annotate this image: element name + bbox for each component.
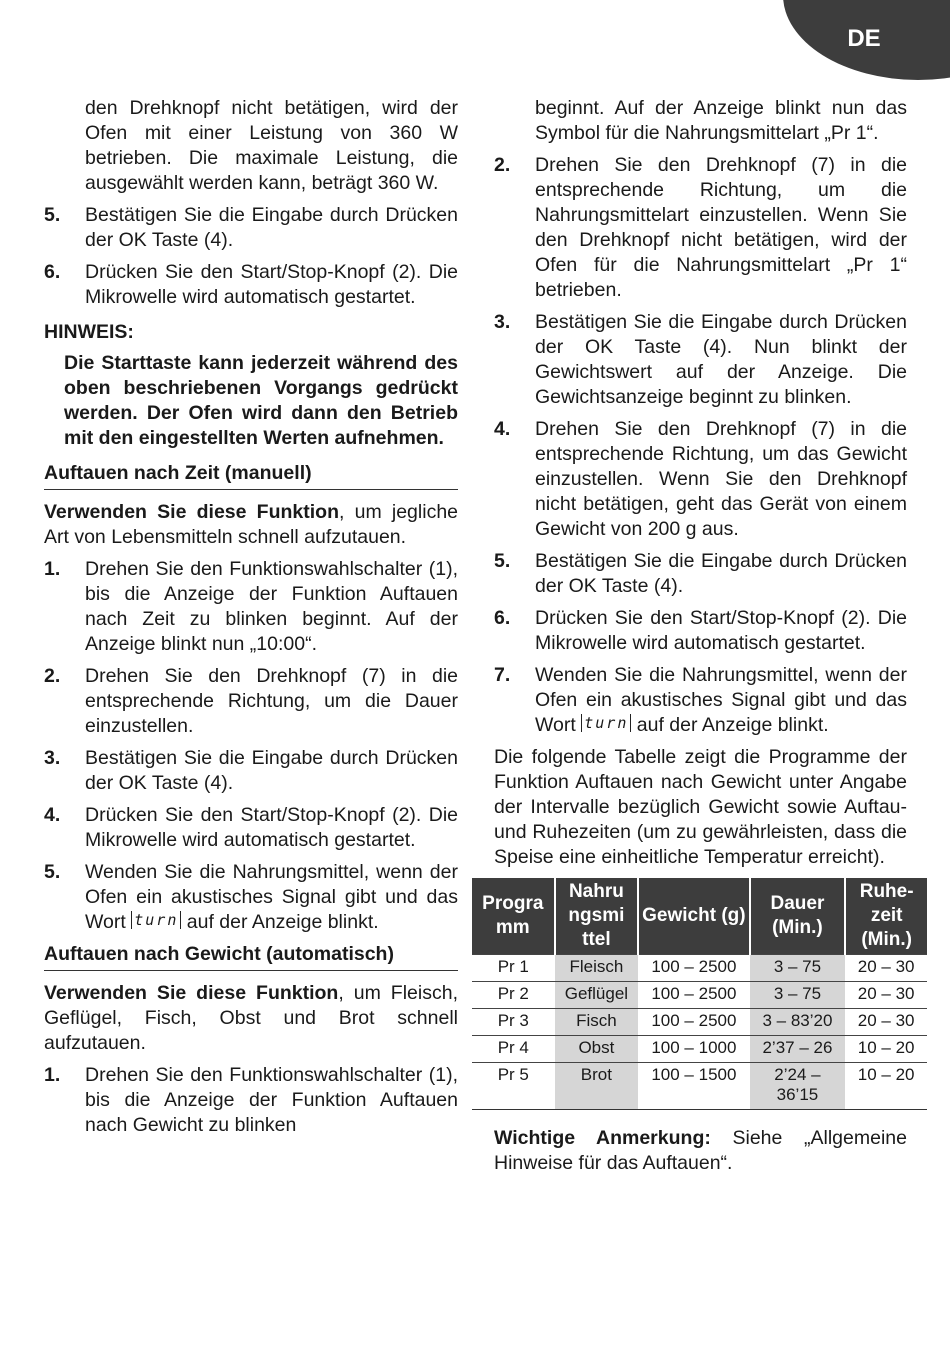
step-number: 2.: [44, 665, 61, 687]
step-text: Bestätigen Sie die Eingabe durch Drücken der OK Taste (4).: [85, 747, 458, 794]
table-row: [472, 982, 927, 1009]
list-item: [44, 203, 458, 253]
list-item: [44, 664, 458, 739]
step1-continuation: beginnt. Auf der Anzeige blinkt nun das Symbol für die Nahrungsmittelart „Pr 1“.: [535, 97, 907, 144]
table-intro: Die folgende Tabelle zeigt die Programme der Funktion Auftauen nach Gewicht unter Angabe der Intervalle bezüglich Gewicht sowie Auftau- und Ruhezeiten (um zu gewährleisten, dass die Speise eine einheitliche Temperatur erreicht).: [494, 746, 907, 868]
cell-food: Geflügel: [555, 982, 639, 1009]
cell-weight: 100 – 1500: [638, 1063, 749, 1110]
cell-food: Fisch: [555, 1009, 639, 1036]
step-text: Wenden Sie die Nahrungsmittel, wenn der Ofen ein akustisches Signal gibt und das Wort: [85, 861, 458, 933]
step-number: 7.: [494, 664, 511, 686]
cell-food: Obst: [555, 1036, 639, 1063]
cell-rest: 20 – 30: [845, 955, 927, 982]
table-row: [472, 1063, 927, 1110]
cell-rest: 20 – 30: [845, 1009, 927, 1036]
step-text: Drücken Sie den Start/Stop-Knopf (2). Die Mikrowelle wird automatisch gestartet.: [85, 804, 458, 851]
cell-weight: 100 – 2500: [638, 955, 749, 982]
step-number: 4.: [44, 804, 61, 826]
step-number: 3.: [44, 747, 61, 769]
remark-rest: Siehe „Allgemeine Hinweise für das Auftauen“.: [494, 1127, 907, 1174]
step-text: Drehen Sie den Funktionswahlschalter (1), bis die Anzeige der Funktion Auftauen nach Gewicht zu blinken: [85, 1064, 458, 1136]
table-header-row: [472, 878, 927, 955]
list-item: [494, 417, 907, 542]
table-row: [472, 955, 927, 982]
step-text: Drehen Sie den Drehknopf (7) in die entsprechende Richtung, um die Nahrungsmittelart einzustellen. Wenn Sie den Drehknopf nicht betätigen, wird der Ofen für die Nahrungsmittelart „Pr 1“ betrieben.: [535, 154, 907, 301]
cell-food: Brot: [555, 1063, 639, 1110]
section-heading-weight-defrost: Auftauen nach Gewicht (automatisch): [44, 942, 458, 971]
step-text: Drücken Sie den Start/Stop-Knopf (2). Die Mikrowelle wird automatisch gestartet.: [85, 261, 458, 308]
list-item: [44, 1063, 458, 1138]
note-heading: HINWEIS:: [44, 321, 134, 343]
intro-bold: Verwenden Sie diese Funktion: [44, 982, 339, 1004]
step-number: 5.: [494, 550, 511, 572]
step-text: Drehen Sie den Funktionswahlschalter (1), bis die Anzeige der Funktion Auftauen nach Zeit zu blinken beginnt. Auf der Anzeige blinkt nun „10:00“.: [85, 558, 458, 655]
step-text-end: auf der Anzeige blinkt.: [631, 714, 829, 736]
section-heading-time-defrost: Auftauen nach Zeit (manuell): [44, 461, 458, 490]
step-number: 1.: [44, 558, 61, 580]
list-item: [44, 746, 458, 796]
header-weight: Gewicht (g): [638, 878, 749, 955]
step-number: 5.: [44, 204, 61, 226]
section-intro: [44, 500, 458, 550]
step4-continuation: den Drehknopf nicht betätigen, wird der Ofen mit einer Leistung von 360 W betrieben. Die maximale Leistung, die ausgewählt werden kann, beträgt 360 W.: [85, 97, 458, 194]
list-item: [44, 260, 458, 310]
cell-program: Pr 1: [472, 955, 555, 982]
cell-program: Pr 5: [472, 1063, 555, 1110]
cell-rest: 10 – 20: [845, 1036, 927, 1063]
step-text: Drehen Sie den Drehknopf (7) in die entsprechende Richtung, um die Dauer einzustellen.: [85, 665, 458, 737]
cell-duration: 2’37 – 26: [750, 1036, 846, 1063]
step-text: Drücken Sie den Start/Stop-Knopf (2). Die Mikrowelle wird automatisch gestartet.: [535, 607, 907, 654]
list-item: [494, 549, 907, 599]
cell-weight: 100 – 1000: [638, 1036, 749, 1063]
step-number: 2.: [494, 154, 511, 176]
cell-program: Pr 2: [472, 982, 555, 1009]
note-text: Die Starttaste kann jederzeit während des oben beschriebenen Vorgangs gedrückt werden. Der Ofen wird dann den Betrieb mit den eingestellten Werten aufnehmen.: [64, 352, 458, 449]
section-intro: [44, 981, 458, 1056]
language-label: DE: [847, 25, 881, 52]
right-column: [482, 96, 915, 1183]
step-number: 3.: [494, 311, 511, 333]
important-remark: [494, 1126, 907, 1176]
header-program: Progra mm: [472, 878, 555, 955]
left-column: [44, 96, 458, 1145]
step-number: 6.: [44, 261, 61, 283]
cell-program: Pr 4: [472, 1036, 555, 1063]
cell-food: Fleisch: [555, 955, 639, 982]
step-number: 1.: [44, 1064, 61, 1086]
step-number: 5.: [44, 861, 61, 883]
intro-rest: , um Fleisch, Geflügel, Fisch, Obst und Brot schnell aufzutauen.: [44, 982, 458, 1054]
lcd-turn-symbol: turn: [581, 714, 631, 732]
step-text: Bestätigen Sie die Eingabe durch Drücken der OK Taste (4).: [85, 204, 458, 251]
step-text-end: auf der Anzeige blinkt.: [181, 911, 379, 933]
step-number: 4.: [494, 418, 511, 440]
table-row: [472, 1009, 927, 1036]
list-item: [494, 310, 907, 410]
step-text: Drehen Sie den Drehknopf (7) in die entsprechende Richtung, um das Gewicht einzustellen. Wenn Sie den Drehknopf nicht betätigen, geht das Gerät von einem Gewicht von 200 g aus.: [535, 418, 907, 540]
defrost-program-table: [472, 878, 927, 1110]
cell-rest: 20 – 30: [845, 982, 927, 1009]
list-item: [494, 153, 907, 303]
list-item: [44, 803, 458, 853]
header-duration: Dauer (Min.): [750, 878, 846, 955]
remark-bold: Wichtige Anmerkung:: [494, 1127, 711, 1149]
cell-weight: 100 – 2500: [638, 1009, 749, 1036]
list-item: [44, 557, 458, 657]
lcd-turn-symbol: turn: [131, 911, 181, 929]
cell-duration: 3 – 83’20: [750, 1009, 846, 1036]
cell-duration: 2’24 – 36’15: [750, 1063, 846, 1110]
list-item: [44, 860, 458, 935]
cell-rest: 10 – 20: [845, 1063, 927, 1110]
list-item: [494, 663, 907, 738]
intro-rest: , um jegliche Art von Lebensmitteln schnell aufzutauen.: [44, 501, 459, 548]
cell-duration: 3 – 75: [750, 955, 846, 982]
table-row: [472, 1036, 927, 1063]
step-text: Wenden Sie die Nahrungsmittel, wenn der Ofen ein akustisches Signal gibt und das Wort: [535, 664, 907, 736]
step-number: 6.: [494, 607, 511, 629]
list-item: [494, 606, 907, 656]
step-text: Bestätigen Sie die Eingabe durch Drücken der OK Taste (4). Nun blinkt der Gewichtswert auf der Anzeige. Die Gewichtsanzeige beginnt zu blinken.: [535, 311, 907, 408]
header-food: Nahru ngsmi ttel: [555, 878, 639, 955]
cell-program: Pr 3: [472, 1009, 555, 1036]
cell-weight: 100 – 2500: [638, 982, 749, 1009]
header-rest-time: Ruhe- zeit (Min.): [845, 878, 927, 955]
intro-bold: Verwenden Sie diese Funktion: [44, 501, 339, 523]
cell-duration: 3 – 75: [750, 982, 846, 1009]
step-text: Bestätigen Sie die Eingabe durch Drücken der OK Taste (4).: [535, 550, 907, 597]
